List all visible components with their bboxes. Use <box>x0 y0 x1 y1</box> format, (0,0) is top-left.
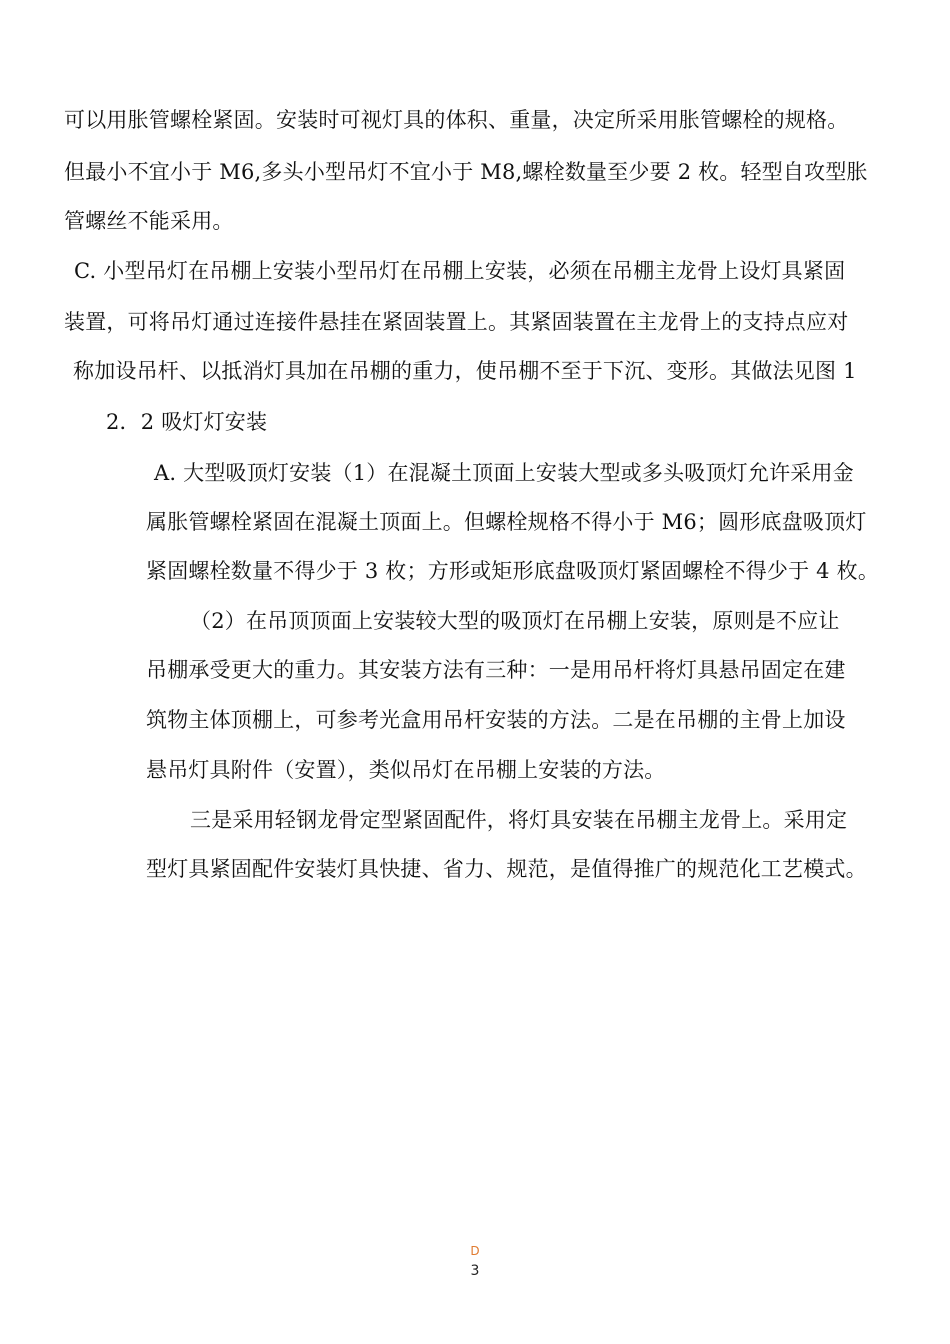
footer-mark: D <box>470 1244 480 1258</box>
paragraph-line-6: 称加设吊杆、以抵消灯具加在吊棚的重力，使吊棚不至于下沉、变形。其做法见图 1 <box>73 359 857 383</box>
paragraph-line-12: 吊棚承受更大的重力。其安装方法有三种：一是用吊杆将灯具悬吊固定在建 <box>146 658 846 682</box>
paragraph-line-3: 管螺丝不能采用。 <box>64 209 234 233</box>
section-heading: 2．2 吸灯灯安装 <box>106 410 268 434</box>
paragraph-line-14: 悬吊灯具附件（安置），类似吊灯在吊棚上安装的方法。 <box>146 758 666 782</box>
paragraph-line-5: 装置，可将吊灯通过连接件悬挂在紧固装置上。其紧固装置在主龙骨上的支持点应对 <box>64 310 849 334</box>
paragraph-line-4: C. 小型吊灯在吊棚上安装小型吊灯在吊棚上安装，必须在吊棚主龙骨上设灯具紧固 <box>74 259 846 283</box>
paragraph-line-15: 三是采用轻钢龙骨定型紧固配件，将灯具安装在吊棚主龙骨上。采用定 <box>190 808 848 832</box>
paragraph-line-16: 型灯具紧固配件安装灯具快捷、省力、规范，是值得推广的规范化工艺模式。 <box>146 857 867 881</box>
page-number: 3 <box>470 1263 480 1279</box>
paragraph-line-11: （2）在吊顶顶面上安装较大型的吸顶灯在吊棚上安装，原则是不应让 <box>190 609 840 633</box>
paragraph-line-13: 筑物主体顶棚上，可参考光盒用吊杆安装的方法。二是在吊棚的主骨上加设 <box>146 708 846 732</box>
paragraph-line-1: 可以用胀管螺栓紧固。安装时可视灯具的体积、重量，决定所采用胀管螺栓的规格。 <box>64 108 849 132</box>
paragraph-line-10: 紧固螺栓数量不得少于 3 枚；方形或矩形底盘吸顶灯紧固螺栓不得少于 4 枚。 <box>146 559 880 583</box>
paragraph-line-8: A. 大型吸顶灯安装（1）在混凝土顶面上安装大型或多头吸顶灯允许采用金 <box>154 461 854 485</box>
paragraph-line-2: 但最小不宜小于 M6,多头小型吊灯不宜小于 M8,螺栓数量至少要 2 枚。轻型自攻型胀 <box>64 160 868 184</box>
paragraph-line-9: 属胀管螺栓紧固在混凝土顶面上。但螺栓规格不得小于 M6；圆形底盘吸顶灯 <box>146 510 867 534</box>
